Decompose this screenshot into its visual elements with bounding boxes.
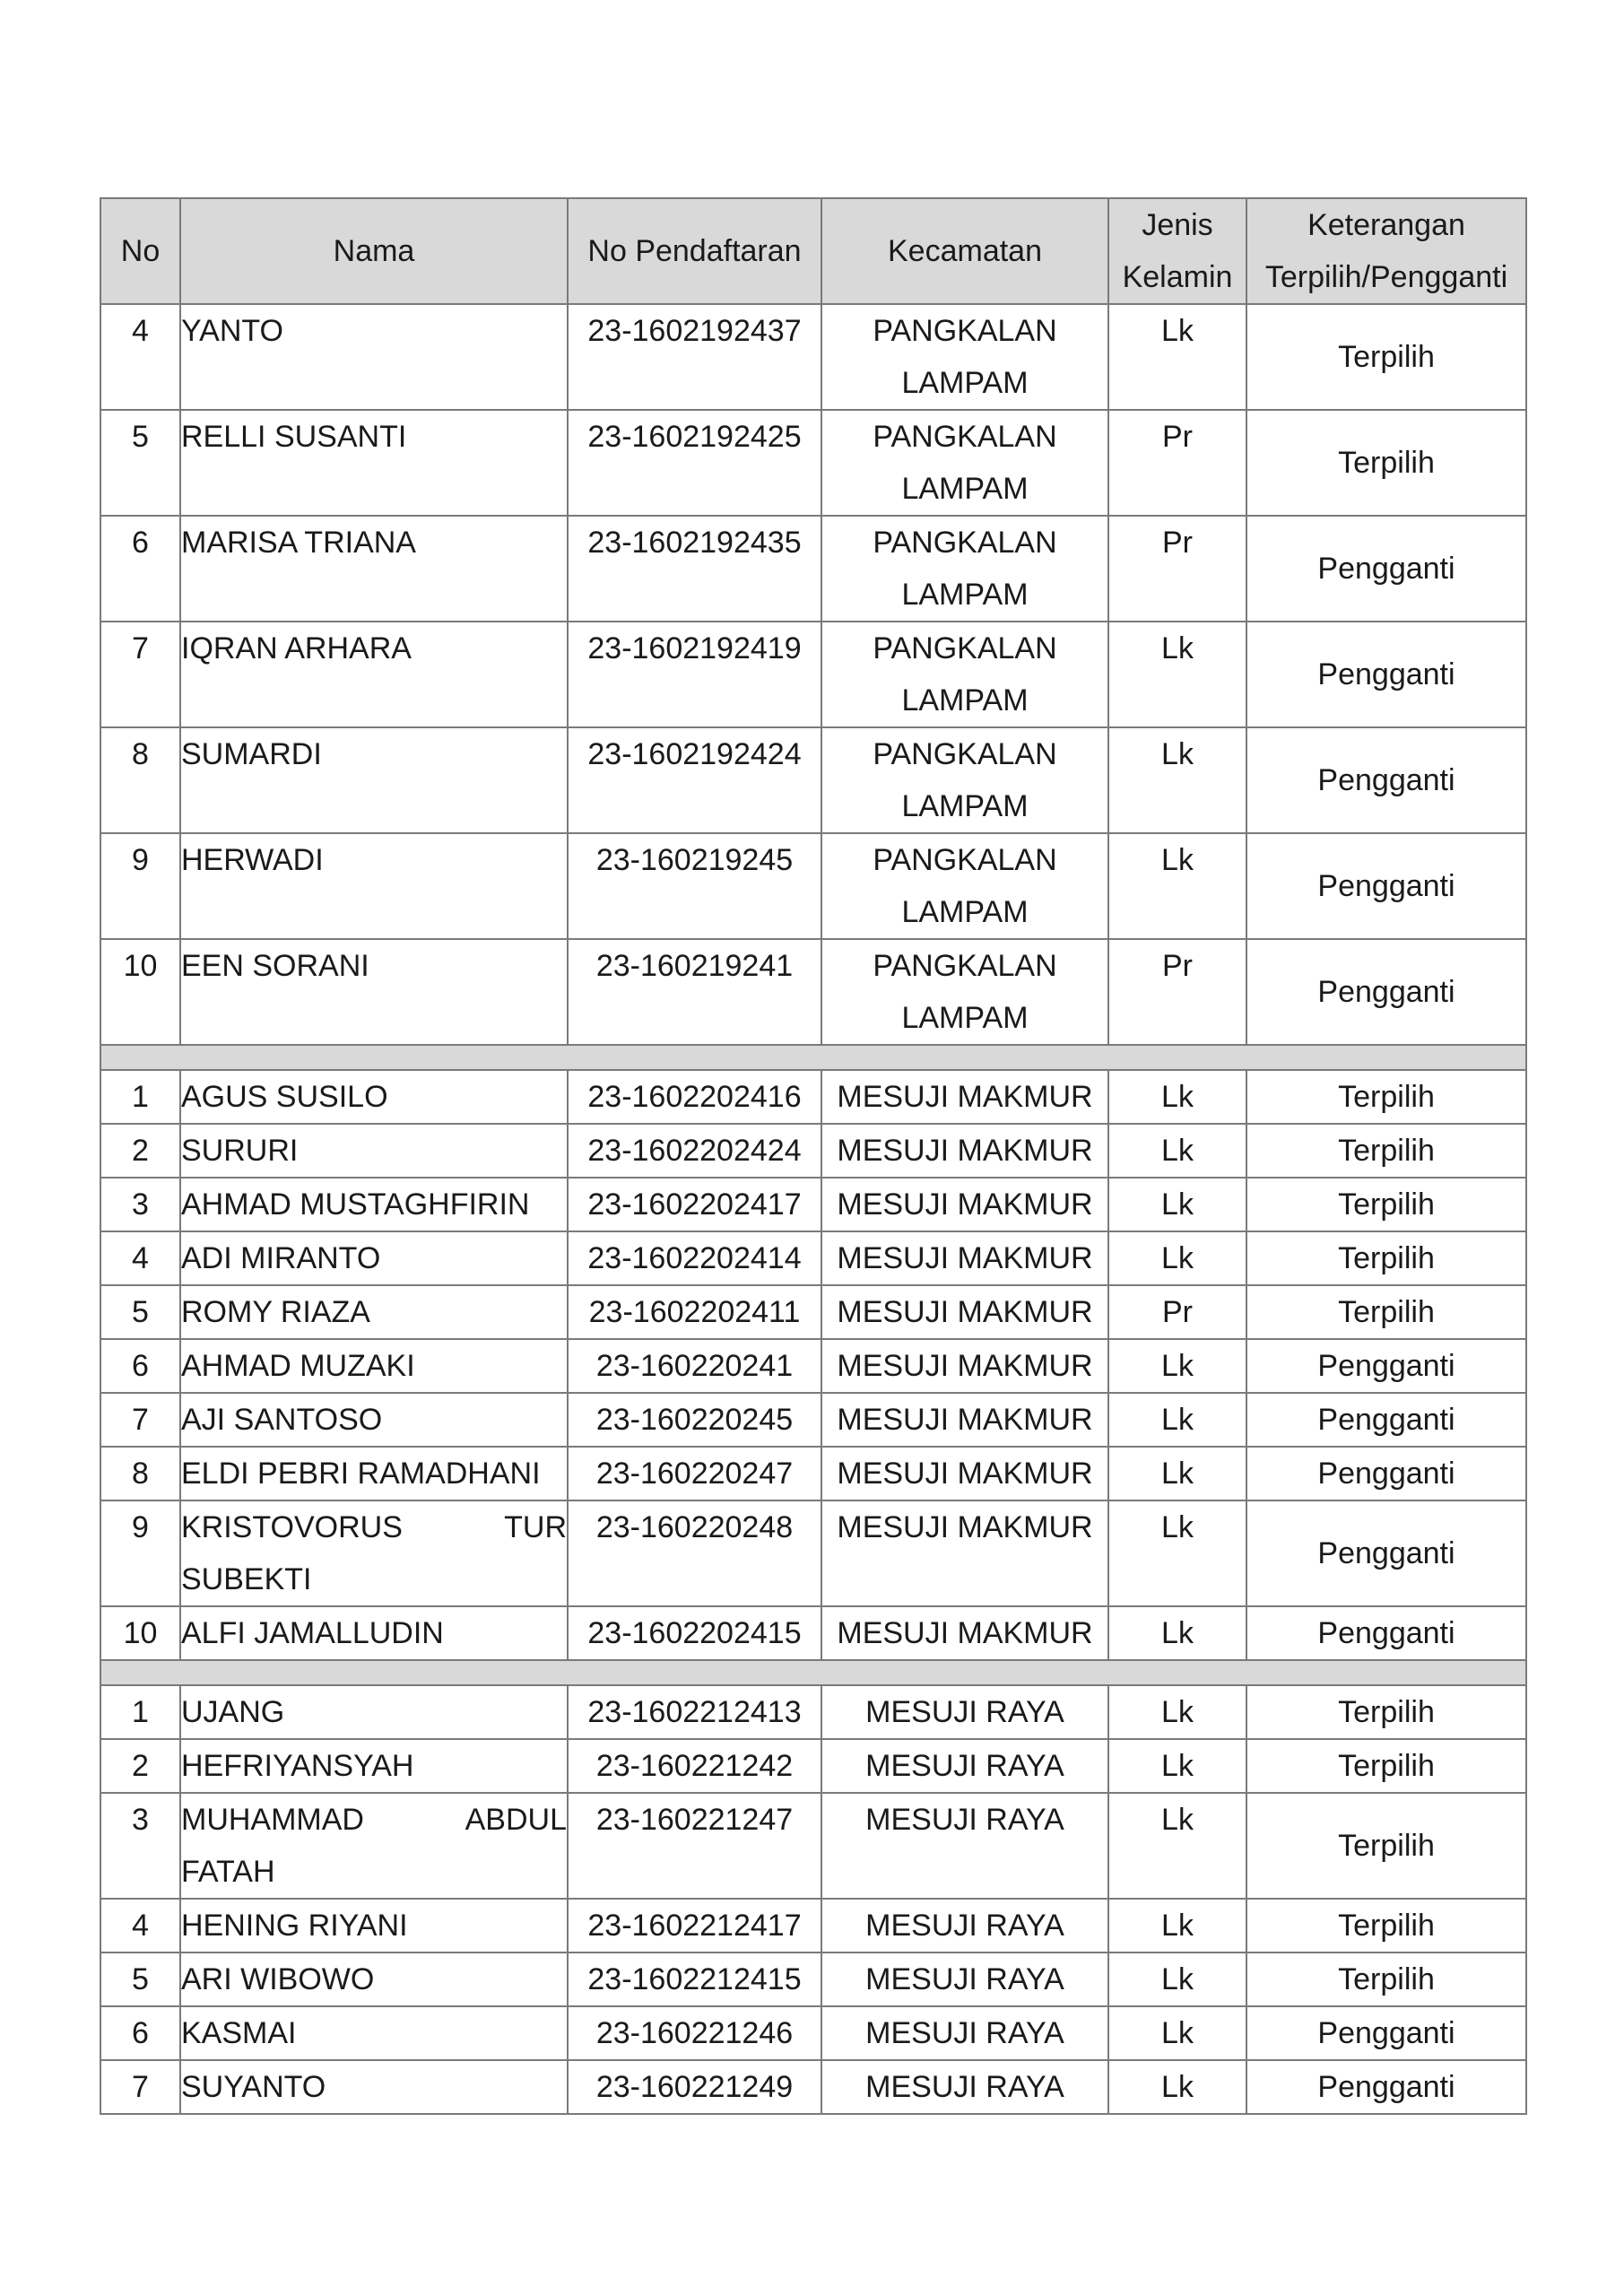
cell-jenis-kelamin: Pr [1108, 410, 1246, 516]
table-row [100, 516, 1526, 622]
cell-nama: IQRAN ARHARA [180, 622, 568, 727]
header-nama: Nama [180, 198, 568, 304]
cell-jenis-kelamin: Lk [1108, 1500, 1246, 1606]
table-row [100, 1606, 1526, 1660]
cell-keterangan: Terpilih [1246, 1899, 1526, 1952]
cell-jenis-kelamin: Lk [1108, 2006, 1246, 2060]
section-separator [100, 1045, 1526, 1070]
header-kecamatan: Kecamatan [821, 198, 1108, 304]
table-row [100, 2006, 1526, 2060]
cell-no-pendaftaran: 23-160221249 [568, 2060, 821, 2114]
cell-no-pendaftaran: 23-160220248 [568, 1500, 821, 1606]
cell-nama: KRISTOVORUS TUR SUBEKTI [180, 1500, 568, 1606]
cell-no-pendaftaran: 23-1602192419 [568, 622, 821, 727]
table-row [100, 1739, 1526, 1793]
table-row [100, 1124, 1526, 1178]
cell-keterangan: Pengganti [1246, 2060, 1526, 2114]
cell-keterangan: Terpilih [1246, 304, 1526, 410]
table-row [100, 1231, 1526, 1285]
cell-jenis-kelamin: Lk [1108, 304, 1246, 410]
table-row [100, 833, 1526, 939]
cell-jenis-kelamin: Lk [1108, 1393, 1246, 1447]
table-row [100, 1178, 1526, 1231]
cell-no: 1 [100, 1070, 180, 1124]
header-no-pendaftaran: No Pendaftaran [568, 198, 821, 304]
cell-kecamatan: MESUJI MAKMUR [821, 1070, 1108, 1124]
cell-no: 3 [100, 1178, 180, 1231]
cell-no: 2 [100, 1124, 180, 1178]
table-row [100, 1685, 1526, 1739]
cell-kecamatan: MESUJI MAKMUR [821, 1447, 1108, 1500]
cell-jenis-kelamin: Lk [1108, 1739, 1246, 1793]
cell-jenis-kelamin: Lk [1108, 1070, 1246, 1124]
cell-jenis-kelamin: Lk [1108, 1952, 1246, 2006]
cell-kecamatan: PANGKALAN LAMPAM [821, 727, 1108, 833]
cell-no: 9 [100, 1500, 180, 1606]
cell-no-pendaftaran: 23-1602192424 [568, 727, 821, 833]
cell-no-pendaftaran: 23-1602202424 [568, 1124, 821, 1178]
cell-no-pendaftaran: 23-160219241 [568, 939, 821, 1045]
table-body [100, 304, 1526, 2114]
cell-jenis-kelamin: Lk [1108, 1899, 1246, 1952]
cell-jenis-kelamin: Lk [1108, 1231, 1246, 1285]
cell-no-pendaftaran: 23-160219245 [568, 833, 821, 939]
cell-keterangan: Terpilih [1246, 1952, 1526, 2006]
section-separator [100, 1660, 1526, 1685]
cell-kecamatan: MESUJI RAYA [821, 2006, 1108, 2060]
cell-nama: HENING RIYANI [180, 1899, 568, 1952]
cell-kecamatan: MESUJI MAKMUR [821, 1285, 1108, 1339]
cell-nama: EEN SORANI [180, 939, 568, 1045]
cell-no: 1 [100, 1685, 180, 1739]
cell-no-pendaftaran: 23-1602192437 [568, 304, 821, 410]
cell-keterangan: Pengganti [1246, 516, 1526, 622]
cell-jenis-kelamin: Lk [1108, 1685, 1246, 1739]
cell-keterangan: Pengganti [1246, 1447, 1526, 1500]
cell-kecamatan: MESUJI MAKMUR [821, 1500, 1108, 1606]
cell-nama: MARISA TRIANA [180, 516, 568, 622]
cell-kecamatan: PANGKALAN LAMPAM [821, 516, 1108, 622]
header-no: No [100, 198, 180, 304]
table-row [100, 410, 1526, 516]
cell-no-pendaftaran: 23-1602192435 [568, 516, 821, 622]
cell-nama: ALFI JAMALLUDIN [180, 1606, 568, 1660]
cell-jenis-kelamin: Lk [1108, 1339, 1246, 1393]
cell-jenis-kelamin: Lk [1108, 1124, 1246, 1178]
cell-kecamatan: MESUJI RAYA [821, 1952, 1108, 2006]
cell-keterangan: Pengganti [1246, 833, 1526, 939]
cell-no-pendaftaran: 23-1602202414 [568, 1231, 821, 1285]
table-row [100, 622, 1526, 727]
cell-jenis-kelamin: Pr [1108, 1285, 1246, 1339]
table-row [100, 1447, 1526, 1500]
cell-kecamatan: MESUJI RAYA [821, 2060, 1108, 2114]
cell-no-pendaftaran: 23-160220241 [568, 1339, 821, 1393]
table-row [100, 1339, 1526, 1393]
cell-kecamatan: MESUJI RAYA [821, 1739, 1108, 1793]
cell-no: 10 [100, 1606, 180, 1660]
cell-nama: ARI WIBOWO [180, 1952, 568, 2006]
cell-no: 6 [100, 1339, 180, 1393]
cell-jenis-kelamin: Lk [1108, 1178, 1246, 1231]
cell-kecamatan: MESUJI MAKMUR [821, 1178, 1108, 1231]
cell-keterangan: Terpilih [1246, 1124, 1526, 1178]
cell-kecamatan: PANGKALAN LAMPAM [821, 833, 1108, 939]
cell-keterangan: Pengganti [1246, 727, 1526, 833]
cell-no: 10 [100, 939, 180, 1045]
cell-no: 7 [100, 622, 180, 727]
table-row [100, 1070, 1526, 1124]
participants-table [100, 197, 1527, 2115]
cell-keterangan: Pengganti [1246, 622, 1526, 727]
cell-no: 2 [100, 1739, 180, 1793]
cell-keterangan: Terpilih [1246, 1231, 1526, 1285]
cell-no: 4 [100, 1231, 180, 1285]
cell-keterangan: Pengganti [1246, 1606, 1526, 1660]
cell-no-pendaftaran: 23-1602192425 [568, 410, 821, 516]
cell-nama: SUYANTO [180, 2060, 568, 2114]
cell-no: 6 [100, 2006, 180, 2060]
cell-no-pendaftaran: 23-160220247 [568, 1447, 821, 1500]
cell-kecamatan: MESUJI RAYA [821, 1899, 1108, 1952]
table-header-row [100, 198, 1526, 304]
cell-no: 9 [100, 833, 180, 939]
cell-no-pendaftaran: 23-1602202417 [568, 1178, 821, 1231]
cell-jenis-kelamin: Lk [1108, 833, 1246, 939]
cell-kecamatan: PANGKALAN LAMPAM [821, 410, 1108, 516]
cell-kecamatan: MESUJI MAKMUR [821, 1606, 1108, 1660]
cell-keterangan: Pengganti [1246, 939, 1526, 1045]
cell-keterangan: Pengganti [1246, 2006, 1526, 2060]
cell-no-pendaftaran: 23-1602212417 [568, 1899, 821, 1952]
cell-jenis-kelamin: Lk [1108, 727, 1246, 833]
table-row [100, 1952, 1526, 2006]
cell-no-pendaftaran: 23-160221242 [568, 1739, 821, 1793]
cell-nama: AGUS SUSILO [180, 1070, 568, 1124]
cell-keterangan: Terpilih [1246, 1178, 1526, 1231]
cell-no: 5 [100, 1952, 180, 2006]
section-separator-cell [100, 1660, 1526, 1685]
cell-nama: RELLI SUSANTI [180, 410, 568, 516]
table-row [100, 1500, 1526, 1606]
cell-kecamatan: MESUJI RAYA [821, 1793, 1108, 1899]
cell-keterangan: Terpilih [1246, 1739, 1526, 1793]
cell-no: 7 [100, 2060, 180, 2114]
cell-nama: YANTO [180, 304, 568, 410]
cell-nama: UJANG [180, 1685, 568, 1739]
cell-kecamatan: PANGKALAN LAMPAM [821, 939, 1108, 1045]
cell-jenis-kelamin: Lk [1108, 1606, 1246, 1660]
table-row [100, 304, 1526, 410]
cell-keterangan: Terpilih [1246, 1070, 1526, 1124]
cell-keterangan: Terpilih [1246, 1285, 1526, 1339]
cell-kecamatan: PANGKALAN LAMPAM [821, 304, 1108, 410]
table-row [100, 1793, 1526, 1899]
cell-kecamatan: MESUJI MAKMUR [821, 1231, 1108, 1285]
cell-nama: SUMARDI [180, 727, 568, 833]
cell-jenis-kelamin: Lk [1108, 1447, 1246, 1500]
cell-no: 8 [100, 727, 180, 833]
table-row [100, 1393, 1526, 1447]
cell-no-pendaftaran: 23-1602202415 [568, 1606, 821, 1660]
cell-no: 3 [100, 1793, 180, 1899]
cell-no: 7 [100, 1393, 180, 1447]
cell-jenis-kelamin: Lk [1108, 622, 1246, 727]
cell-keterangan: Pengganti [1246, 1393, 1526, 1447]
cell-no-pendaftaran: 23-1602212413 [568, 1685, 821, 1739]
cell-nama: SURURI [180, 1124, 568, 1178]
cell-no-pendaftaran: 23-160221246 [568, 2006, 821, 2060]
cell-jenis-kelamin: Lk [1108, 2060, 1246, 2114]
cell-no-pendaftaran: 23-160220245 [568, 1393, 821, 1447]
table-row [100, 939, 1526, 1045]
cell-no-pendaftaran: 23-1602202416 [568, 1070, 821, 1124]
table-row [100, 727, 1526, 833]
cell-nama: HERWADI [180, 833, 568, 939]
table-row [100, 1285, 1526, 1339]
cell-kecamatan: MESUJI MAKMUR [821, 1393, 1108, 1447]
cell-nama: ADI MIRANTO [180, 1231, 568, 1285]
cell-keterangan: Terpilih [1246, 1685, 1526, 1739]
cell-nama: AJI SANTOSO [180, 1393, 568, 1447]
cell-nama: MUHAMMAD ABDUL FATAH [180, 1793, 568, 1899]
cell-nama: HEFRIYANSYAH [180, 1739, 568, 1793]
cell-keterangan: Terpilih [1246, 1793, 1526, 1899]
cell-no-pendaftaran: 23-160221247 [568, 1793, 821, 1899]
cell-nama: AHMAD MUZAKI [180, 1339, 568, 1393]
cell-keterangan: Pengganti [1246, 1339, 1526, 1393]
cell-no: 5 [100, 1285, 180, 1339]
cell-nama: KASMAI [180, 2006, 568, 2060]
cell-nama: ELDI PEBRI RAMADHANI [180, 1447, 568, 1500]
cell-no: 4 [100, 304, 180, 410]
cell-no: 6 [100, 516, 180, 622]
table-row [100, 2060, 1526, 2114]
cell-no-pendaftaran: 23-1602212415 [568, 1952, 821, 2006]
cell-nama: AHMAD MUSTAGHFIRIN [180, 1178, 568, 1231]
cell-keterangan: Pengganti [1246, 1500, 1526, 1606]
cell-nama: ROMY RIAZA [180, 1285, 568, 1339]
header-keterangan: Keterangan Terpilih/Pengganti [1246, 198, 1526, 304]
cell-jenis-kelamin: Lk [1108, 1793, 1246, 1899]
table-row [100, 1899, 1526, 1952]
section-separator-cell [100, 1045, 1526, 1070]
cell-kecamatan: PANGKALAN LAMPAM [821, 622, 1108, 727]
cell-no: 4 [100, 1899, 180, 1952]
cell-no: 8 [100, 1447, 180, 1500]
header-jenis-kelamin: Jenis Kelamin [1108, 198, 1246, 304]
cell-no-pendaftaran: 23-1602202411 [568, 1285, 821, 1339]
cell-kecamatan: MESUJI RAYA [821, 1685, 1108, 1739]
cell-kecamatan: MESUJI MAKMUR [821, 1124, 1108, 1178]
cell-jenis-kelamin: Pr [1108, 939, 1246, 1045]
cell-keterangan: Terpilih [1246, 410, 1526, 516]
cell-kecamatan: MESUJI MAKMUR [821, 1339, 1108, 1393]
cell-jenis-kelamin: Pr [1108, 516, 1246, 622]
cell-no: 5 [100, 410, 180, 516]
